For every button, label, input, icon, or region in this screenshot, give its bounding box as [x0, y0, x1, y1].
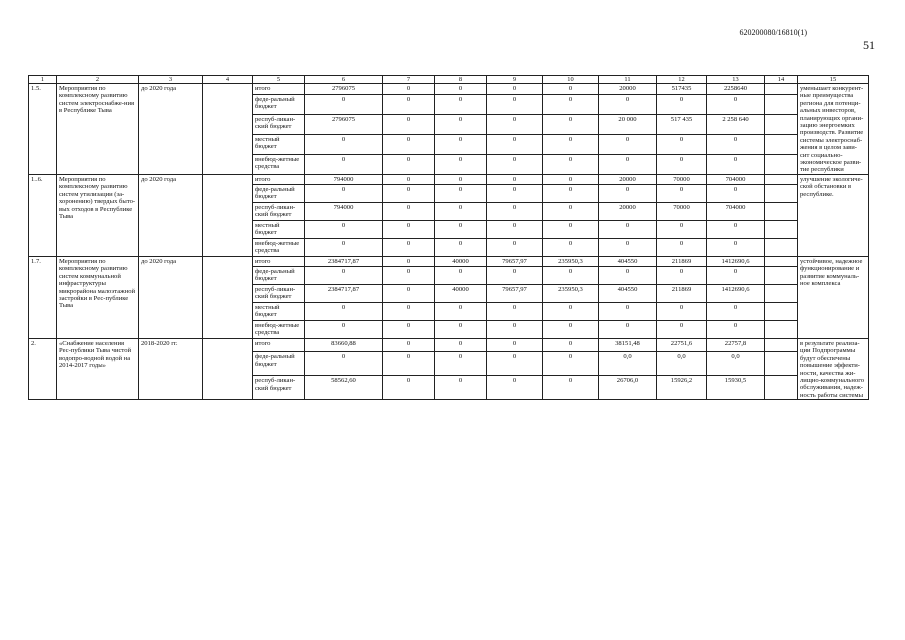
column-header: 1 [29, 76, 57, 84]
executor-cell [203, 174, 253, 256]
column-header: 8 [435, 76, 487, 84]
funding-source: внебюд-жетные средства [253, 320, 305, 338]
amount-cell: 0 [305, 154, 383, 174]
amount-cell: 211869 [657, 256, 707, 266]
amount-cell: 211869 [657, 284, 707, 302]
funding-source: феде-ральный бюджет [253, 266, 305, 284]
amount-cell: 0 [543, 376, 599, 400]
empty-cell [765, 284, 798, 302]
amount-cell: 0 [599, 302, 657, 320]
funding-source: итого [253, 338, 305, 351]
amount-cell: 0 [383, 154, 435, 174]
empty-cell [765, 202, 798, 220]
amount-cell: 0 [305, 184, 383, 202]
amount-cell: 0 [543, 174, 599, 184]
expected-result: в результате реализа-ции Подпрограммы будут обеспечены повышение эффекти-ности, качества жи-лищно-коммунального обслуживания, надеж-ность работы системы [798, 338, 869, 399]
implementation-term: до 2020 года [139, 174, 203, 256]
empty-cell [765, 84, 798, 95]
funding-source: местный бюджет [253, 134, 305, 154]
amount-cell: 517435 [657, 84, 707, 95]
amount-cell: 83660,88 [305, 338, 383, 351]
amount-cell: 0 [599, 95, 657, 115]
amount-cell: 0 [383, 238, 435, 256]
amount-cell: 0 [707, 154, 765, 174]
funding-source: феде-ральный бюджет [253, 352, 305, 376]
amount-cell: 0 [305, 352, 383, 376]
executor-cell [203, 84, 253, 175]
amount-cell: 20 000 [599, 115, 657, 135]
amount-cell: 0 [383, 352, 435, 376]
amount-cell: 0 [707, 220, 765, 238]
column-header: 2 [57, 76, 139, 84]
amount-cell: 0 [707, 238, 765, 256]
amount-cell: 1412690,6 [707, 256, 765, 266]
column-header: 13 [707, 76, 765, 84]
amount-cell: 0 [543, 84, 599, 95]
column-header: 4 [203, 76, 253, 84]
amount-cell: 0 [383, 338, 435, 351]
amount-cell: 0 [383, 115, 435, 135]
amount-cell: 0 [543, 202, 599, 220]
amount-cell: 40000 [435, 256, 487, 266]
empty-cell [765, 256, 798, 266]
amount-cell: 0 [543, 134, 599, 154]
amount-cell: 0 [383, 84, 435, 95]
empty-cell [765, 174, 798, 184]
amount-cell: 0 [599, 154, 657, 174]
amount-cell: 0 [487, 154, 543, 174]
amount-cell: 0 [383, 184, 435, 202]
column-header: 10 [543, 76, 599, 84]
amount-cell: 0 [435, 154, 487, 174]
amount-cell: 0 [383, 256, 435, 266]
column-header: 3 [139, 76, 203, 84]
amount-cell: 22757,8 [707, 338, 765, 351]
amount-cell: 70000 [657, 202, 707, 220]
amount-cell: 0 [543, 154, 599, 174]
column-header: 15 [798, 76, 869, 84]
amount-cell: 0 [383, 284, 435, 302]
amount-cell: 0 [657, 302, 707, 320]
amount-cell: 0 [487, 202, 543, 220]
amount-cell: 404550 [599, 284, 657, 302]
implementation-term: до 2020 года [139, 84, 203, 175]
amount-cell: 0 [305, 302, 383, 320]
empty-cell [765, 352, 798, 376]
amount-cell: 0 [707, 95, 765, 115]
amount-cell: 58562,60 [305, 376, 383, 400]
amount-cell: 0 [657, 95, 707, 115]
amount-cell: 0 [543, 184, 599, 202]
budget-table [28, 75, 869, 400]
empty-cell [765, 220, 798, 238]
amount-cell: 70000 [657, 174, 707, 184]
amount-cell: 0 [435, 184, 487, 202]
amount-cell: 0 [435, 84, 487, 95]
funding-source: итого [253, 84, 305, 95]
measure-name: Мероприятия по комплексному развитию систем утилизации (за-хоронению) твердых быто-вых отходов в Республике Тыва [57, 174, 139, 256]
item-number: 1.7. [29, 256, 57, 338]
funding-source: респуб-ликан-ский бюджет [253, 115, 305, 135]
amount-cell: 20000 [599, 174, 657, 184]
amount-cell: 22751,6 [657, 338, 707, 351]
amount-cell: 2384717,87 [305, 256, 383, 266]
amount-cell: 0 [305, 238, 383, 256]
empty-cell [765, 302, 798, 320]
table-row [29, 84, 869, 95]
amount-cell: 15930,5 [707, 376, 765, 400]
amount-cell: 0,0 [657, 352, 707, 376]
amount-cell: 0 [657, 320, 707, 338]
amount-cell: 0 [599, 134, 657, 154]
funding-source: феде-ральный бюджет [253, 95, 305, 115]
amount-cell: 1412690,6 [707, 284, 765, 302]
amount-cell: 0 [383, 266, 435, 284]
implementation-term: до 2020 года [139, 256, 203, 338]
amount-cell: 0 [599, 238, 657, 256]
column-header: 9 [487, 76, 543, 84]
amount-cell: 0 [383, 202, 435, 220]
amount-cell: 2796075 [305, 84, 383, 95]
funding-source: итого [253, 256, 305, 266]
funding-source: респуб-ликан-ский бюджет [253, 284, 305, 302]
amount-cell: 0,0 [599, 352, 657, 376]
amount-cell: 0 [435, 266, 487, 284]
expected-result: уменьшает конкурент-ные преимущества региона для потенци-альных инвесторов, планирующих органи-зацию энергоемких производств. Развитие системы электроснаб-жения в целом зави-сит социально-экономическое разви-тие республики [798, 84, 869, 175]
amount-cell: 40000 [435, 284, 487, 302]
amount-cell: 0 [305, 266, 383, 284]
table-row [29, 338, 869, 351]
amount-cell: 2 258 640 [707, 115, 765, 135]
amount-cell: 0 [383, 95, 435, 115]
empty-cell [765, 320, 798, 338]
funding-source: внебюд-жетные средства [253, 238, 305, 256]
amount-cell: 0 [383, 302, 435, 320]
amount-cell: 0 [543, 115, 599, 135]
amount-cell: 0,0 [707, 352, 765, 376]
amount-cell: 0 [707, 320, 765, 338]
amount-cell: 0 [657, 238, 707, 256]
amount-cell: 0 [707, 302, 765, 320]
item-number: 1..6. [29, 174, 57, 256]
amount-cell: 0 [435, 174, 487, 184]
amount-cell: 0 [305, 95, 383, 115]
amount-cell: 404550 [599, 256, 657, 266]
amount-cell: 0 [305, 134, 383, 154]
amount-cell: 0 [383, 174, 435, 184]
table-row [29, 256, 869, 266]
funding-source: феде-ральный бюджет [253, 184, 305, 202]
amount-cell: 0 [435, 376, 487, 400]
amount-cell: 517 435 [657, 115, 707, 135]
column-header: 11 [599, 76, 657, 84]
table-row [29, 174, 869, 184]
amount-cell: 0 [657, 154, 707, 174]
amount-cell: 79657,97 [487, 284, 543, 302]
measure-name: Мероприятия по комплексному развитию систем коммунальной инфраструктуры микрорайона малоэтажной застройки в Рес-публике Тыва [57, 256, 139, 338]
amount-cell: 15926,2 [657, 376, 707, 400]
funding-source: местный бюджет [253, 220, 305, 238]
item-number: 2. [29, 338, 57, 399]
amount-cell: 0 [543, 320, 599, 338]
empty-cell [765, 134, 798, 154]
amount-cell: 0 [487, 134, 543, 154]
amount-cell: 2796075 [305, 115, 383, 135]
amount-cell: 0 [487, 174, 543, 184]
amount-cell: 0 [487, 220, 543, 238]
column-header: 6 [305, 76, 383, 84]
empty-cell [765, 95, 798, 115]
amount-cell: 26706,0 [599, 376, 657, 400]
amount-cell: 20000 [599, 202, 657, 220]
amount-cell: 0 [435, 238, 487, 256]
funding-source: итого [253, 174, 305, 184]
amount-cell: 0 [543, 95, 599, 115]
amount-cell: 0 [487, 266, 543, 284]
amount-cell: 20000 [599, 84, 657, 95]
amount-cell: 0 [707, 184, 765, 202]
amount-cell: 0 [657, 184, 707, 202]
amount-cell: 0 [657, 134, 707, 154]
amount-cell: 0 [435, 220, 487, 238]
amount-cell: 0 [435, 115, 487, 135]
amount-cell: 704000 [707, 174, 765, 184]
amount-cell: 0 [543, 220, 599, 238]
amount-cell: 0 [487, 302, 543, 320]
amount-cell: 0 [487, 338, 543, 351]
funding-source: внебюд-жетные средства [253, 154, 305, 174]
amount-cell: 0 [383, 220, 435, 238]
empty-cell [765, 154, 798, 174]
executor-cell [203, 256, 253, 338]
amount-cell: 79657,97 [487, 256, 543, 266]
measure-name: Мероприятия по комплексному развитию систем электроснабже-ния в Республике Тыва [57, 84, 139, 175]
empty-cell [765, 238, 798, 256]
amount-cell: 0 [599, 184, 657, 202]
measure-name: «Снабжение населения Рес-публики Тыва чистой водопро-водной водой на 2014-2017 годы» [57, 338, 139, 399]
amount-cell: 0 [543, 352, 599, 376]
amount-cell: 38151,48 [599, 338, 657, 351]
item-number: 1.5. [29, 84, 57, 175]
amount-cell: 0 [543, 238, 599, 256]
funding-source: респуб-ликан-ский бюджет [253, 202, 305, 220]
amount-cell: 0 [435, 202, 487, 220]
amount-cell: 0 [487, 84, 543, 95]
amount-cell: 704000 [707, 202, 765, 220]
amount-cell: 0 [487, 184, 543, 202]
empty-cell [765, 184, 798, 202]
header-row [29, 76, 869, 84]
funding-source: респуб-ликан-ский бюджет [253, 376, 305, 400]
amount-cell: 0 [305, 220, 383, 238]
expected-result: устойчивое, надежное функционирование и развитие коммуналь-ное комплекса [798, 256, 869, 338]
amount-cell: 0 [543, 302, 599, 320]
amount-cell: 0 [435, 338, 487, 351]
amount-cell: 0 [305, 320, 383, 338]
column-header: 5 [253, 76, 305, 84]
column-header: 7 [383, 76, 435, 84]
amount-cell: 2384717,87 [305, 284, 383, 302]
funding-source: местный бюджет [253, 302, 305, 320]
amount-cell: 0 [543, 266, 599, 284]
amount-cell: 0 [383, 134, 435, 154]
amount-cell: 0 [599, 266, 657, 284]
column-header: 14 [765, 76, 798, 84]
amount-cell: 0 [435, 302, 487, 320]
executor-cell [203, 338, 253, 399]
page-number: 51 [863, 38, 875, 52]
implementation-term: 2018-2020 гг. [139, 338, 203, 399]
empty-cell [765, 338, 798, 351]
amount-cell: 235950,3 [543, 256, 599, 266]
amount-cell: 794000 [305, 202, 383, 220]
amount-cell: 0 [543, 338, 599, 351]
document-id: 620200080/16810(1) [739, 28, 807, 37]
amount-cell: 0 [435, 320, 487, 338]
amount-cell: 0 [383, 376, 435, 400]
amount-cell: 794000 [305, 174, 383, 184]
empty-cell [765, 266, 798, 284]
amount-cell: 0 [383, 320, 435, 338]
amount-cell: 0 [487, 115, 543, 135]
amount-cell: 0 [487, 95, 543, 115]
amount-cell: 0 [435, 352, 487, 376]
amount-cell: 0 [435, 95, 487, 115]
amount-cell: 2258640 [707, 84, 765, 95]
amount-cell: 0 [707, 266, 765, 284]
amount-cell: 0 [435, 134, 487, 154]
amount-cell: 0 [707, 134, 765, 154]
amount-cell: 0 [599, 220, 657, 238]
column-header: 12 [657, 76, 707, 84]
amount-cell: 0 [487, 238, 543, 256]
empty-cell [765, 376, 798, 400]
amount-cell: 235950,3 [543, 284, 599, 302]
amount-cell: 0 [657, 266, 707, 284]
amount-cell: 0 [657, 220, 707, 238]
amount-cell: 0 [599, 320, 657, 338]
amount-cell: 0 [487, 376, 543, 400]
amount-cell: 0 [487, 352, 543, 376]
empty-cell [765, 115, 798, 135]
table-body [29, 76, 869, 400]
expected-result: улучшение экологиче-ской обстановки в республике. [798, 174, 869, 256]
amount-cell: 0 [487, 320, 543, 338]
